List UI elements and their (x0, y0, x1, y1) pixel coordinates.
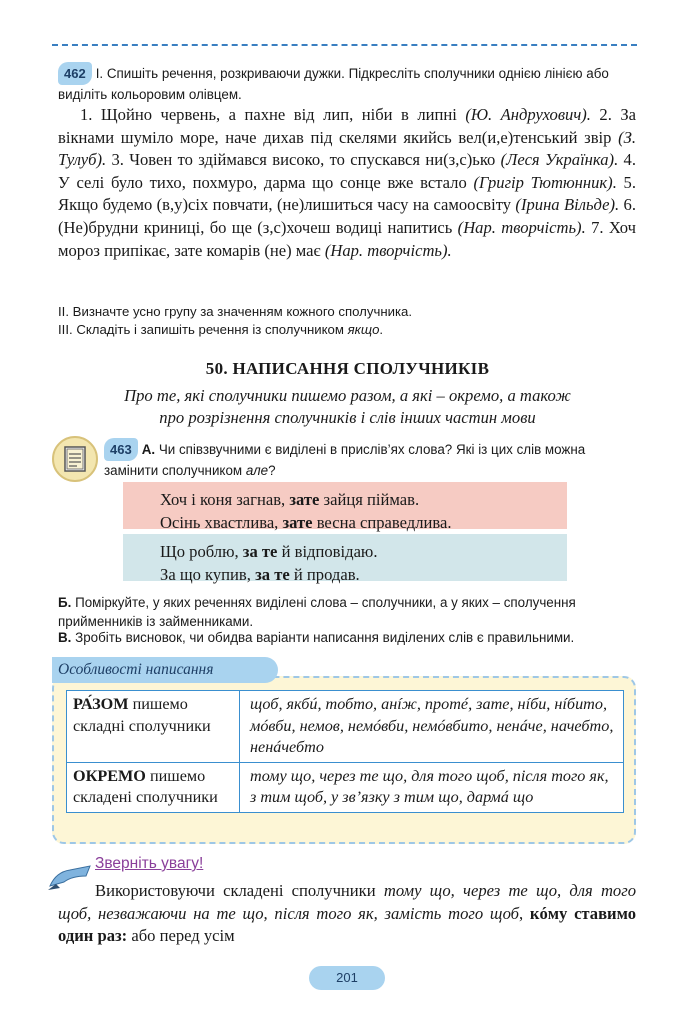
rule-separate-examples: тому що, через те що, для того щоб, після того як, з тим щоб, у зв’язку з тим що, дармá що (240, 762, 624, 812)
exercise-463-task-a: 463 А. Чи співзвучними є виділені в прислів’ях слова? Які із цих слів можна замінити сполучником але? (104, 438, 636, 480)
proverbs-zate (123, 482, 567, 532)
rules-tag: Особливості написання (52, 657, 278, 683)
attention-title: Зверніть увагу! (95, 855, 204, 872)
section-subtitle: Про те, які сполучники пишемо разом, а які – окремо, а також про розрізнення сполучників і слів інших частин мови (124, 386, 571, 427)
proverb-line: Осінь хвастлива, зате весна справедлива. (160, 513, 452, 532)
exercise-462-task-3: ІІІ. Складіть і запишіть речення із сполучником якщо. (58, 322, 384, 337)
section-title: 50. НАПИСАННЯ СПОЛУЧНИКІВ (205, 359, 490, 378)
rules-table (66, 690, 624, 813)
rule-together-label: РА́ЗОМ пишемо складні сполучники (67, 691, 240, 763)
page-number: 201 (309, 966, 385, 990)
rule-together-examples: щоб, якбú, тобто, анíж, протé, зате, нíби, нíбито, мóвби, немов, немóвби, немóвбито, ненáче, начебто, ненáчебто (240, 691, 624, 763)
table-row (67, 762, 624, 812)
proverb-line: Що роблю, за те й відповідаю. (160, 542, 378, 561)
exercise-462-task-2: ІІ. Визначте усно групу за значенням кожного сполучника. (58, 304, 413, 319)
table-row (67, 691, 624, 763)
rule-separate-label: ОКРЕМО пишемо складені сполучники (67, 762, 240, 812)
proverb-line: За що купив, за те й продав. (160, 565, 360, 584)
notebook-icon (52, 436, 98, 482)
exercise-463-task-b: Б. Поміркуйте, у яких реченнях виділені слова – сполучники, а у яких – сполучення прийменників із займенниками. (58, 595, 576, 629)
exercise-462-task: 462 І. Спишіть речення, розкриваючи дужки. Підкресліть сполучники однією лінією або виділіть кольоровим олівцем. (58, 62, 636, 104)
exercise-number: 463 (104, 438, 138, 461)
exercise-number: 462 (58, 62, 92, 85)
proverb-line: Хоч і коня загнав, зате зайця піймав. (160, 490, 420, 509)
top-divider (52, 44, 637, 46)
proverbs-za-te (123, 534, 567, 584)
attention-text: Використовуючи складені сполучники тому що, через те що, для того щоб, незважаючи на те що, після того як, замість того щоб, кóму ставимо один раз: або перед усім (58, 881, 636, 946)
exercise-463-task-c: В. Зробіть висновок, чи обидва варіанти написання виділених слів є правильними. (58, 630, 575, 645)
exercise-462-sentences: 1. Щойно червень, а пахне від лип, ніби в липні (Ю. Андрухович). 2. За вікнами шуміло море, наче дихав під скелями якийсь вел(и,е)тенський звір (З. Тулуб). 3. Човен то здіймався високо, то спускався ни(з,с)ько (Леся Українка). 4. У селі було тихо, похмуро, дарма що сонце вже встало (Григір Тютюнник). 5. Якщо будемо (в,у)сіх повчати, (не)лишиться часу на самоосвіту (Ірина Вільде). 6. (Не)брудни криниці, бо ще (з,с)хочеш водиці напитись (Нар. творчість). 7. Хоч мороз припікає, зате комарів (не) має (Нар. творчість). (58, 105, 637, 260)
